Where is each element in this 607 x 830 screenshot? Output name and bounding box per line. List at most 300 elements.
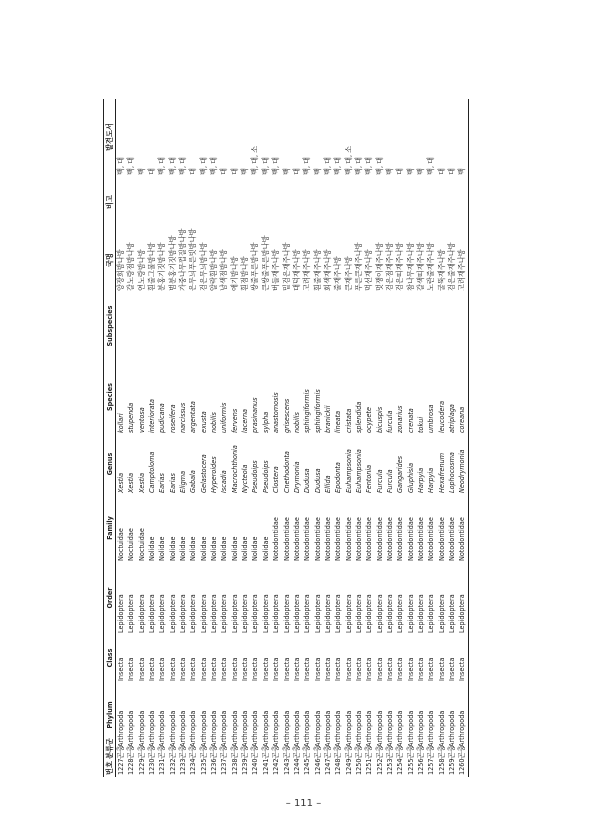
cell-remarks [178,177,188,229]
cell-phylum: Arthropoda [384,710,394,747]
cell-no: 1254 [395,758,405,775]
cell-family: Notodontidae [395,517,405,561]
header-phylum: Phylum [105,701,114,729]
cell-order: Lepidoptera [312,594,322,633]
cell-remarks [199,177,209,229]
cell-family: Notodontidae [302,517,312,561]
cell-species: stupenda [126,402,136,433]
cell-subspecies [282,293,292,361]
cell-family: Nolidae [229,536,239,561]
cell-class: Insecta [312,657,322,681]
cell-phylum: Arthropoda [291,710,301,747]
header-row [104,99,116,777]
cell-no: 1250 [353,758,363,775]
cell-family: Nolidae [178,536,188,561]
cell-no: 1234 [188,758,198,775]
cell-order: Lepidoptera [167,594,177,633]
cell-phylum: Arthropoda [178,710,188,747]
cell-order: Lepidoptera [436,594,446,633]
table-row [147,99,157,777]
cell-species: leucodera [436,400,446,433]
cell-no: 1229 [136,758,146,775]
cell-phylum: Arthropoda [250,710,260,747]
cell-genus: Xestia [126,472,136,493]
table-row [250,99,260,777]
cell-found-islands: 백, 대, 소 [250,145,260,175]
table-row [199,99,209,777]
table-row [426,99,436,777]
cell-family: Nolidae [147,536,157,561]
cell-order: Lepidoptera [198,594,208,633]
cell-found-islands: 백, 대 [353,157,363,175]
cell-class: Insecta [374,657,384,681]
cell-subspecies [250,293,260,361]
cell-no: 1237 [219,758,229,775]
cell-class: Insecta [426,657,436,681]
table-header [104,99,116,777]
cell-korean-name: 가중나무껍질밤나방 [178,228,188,291]
cell-korean-name: 고려재주나방 [457,249,467,291]
cell-phylum: Arthropoda [219,710,229,747]
cell-subspecies [157,293,167,361]
cell-remarks [240,177,250,229]
cell-subspecies [116,293,127,361]
cell-phylum: Arthropoda [436,710,446,747]
cell-korean-name: 밑검은재주나방 [281,242,291,291]
cell-found-islands: 백 [240,168,250,175]
cell-group: 곤충 [302,745,312,759]
cell-family: Nolidae [240,536,250,561]
cell-genus: Eligma [178,470,188,493]
cell-group: 곤충 [333,745,343,759]
cell-found-islands: 백, 대 [302,157,312,175]
cell-class: Insecta [343,657,353,681]
cell-found-islands: 백 [136,168,146,175]
cell-found-islands: 백 [415,168,425,175]
cell-remarks [385,177,395,229]
cell-group: 곤충 [426,745,436,759]
cell-order: Lepidoptera [157,594,167,633]
cell-order: Lepidoptera [374,594,384,633]
cell-korean-name: 줄재주나방 [333,256,343,291]
cell-remarks [364,177,374,229]
cell-class: Insecta [436,657,446,681]
cell-species: anastomosis [271,392,281,433]
cell-order: Lepidoptera [116,594,125,633]
cell-order: Lepidoptera [250,594,260,633]
cell-order: Lepidoptera [395,594,405,633]
cell-group: 곤충 [209,745,219,759]
cell-found-islands: 백, 대 [271,157,281,175]
cell-remarks [292,177,302,229]
table-row [344,99,354,777]
cell-subspecies [209,293,219,361]
cell-korean-name: 고려재주나방 [302,249,312,291]
cell-found-islands: 대 [395,168,405,175]
cell-found-islands: 백, 대 [322,157,332,175]
cell-korean-name: 흰점밤나방 [240,256,250,291]
cell-genus: Euhampsonia [353,449,363,493]
cell-no: 1251 [364,758,374,775]
cell-order: Lepidoptera [188,594,198,633]
cell-found-islands: 백, 대 [364,157,374,175]
table-row [385,99,395,777]
cell-family: Notodontidae [333,517,343,561]
cell-class: Insecta [229,657,239,681]
cell-species: sphingiformis [302,389,312,433]
header-group: 분류군 [105,738,114,759]
cell-korean-name: 노란줄재주나방 [426,242,436,291]
cell-remarks [395,177,405,229]
cell-class: Insecta [198,657,208,681]
cell-remarks [250,177,260,229]
table-row [168,99,178,777]
cell-found-islands: 대 [219,168,229,175]
cell-phylum: Arthropoda [405,710,415,747]
cell-species: lineata [333,410,343,433]
cell-phylum: Arthropoda [198,710,208,747]
cell-korean-name: 은무늬푸른빗밤나방 [188,228,198,291]
cell-class: Insecta [116,657,125,681]
cell-no: 1242 [271,758,281,775]
table-row [292,99,302,777]
cell-group: 곤충 [260,745,270,759]
cell-order: Lepidoptera [384,594,394,633]
cell-phylum: Arthropoda [167,710,177,747]
cell-genus: Clostera [271,466,281,493]
table-row [261,99,271,777]
cell-no: 1253 [384,758,394,775]
cell-family: Notodontidae [426,517,436,561]
cell-korean-name: 흰줄그물밤나방 [147,242,157,291]
cell-found-islands: 대 [147,168,157,175]
cell-no: 1244 [291,758,301,775]
cell-order: Lepidoptera [209,594,219,633]
cell-group: 곤충 [415,745,425,759]
cell-order: Lepidoptera [426,594,436,633]
cell-subspecies [323,293,333,361]
cell-family: Notodontidae [322,517,332,561]
cell-species: kollari [116,413,125,433]
cell-genus: Camptoloma [147,451,157,493]
cell-found-islands: 백, 대 [198,157,208,175]
cell-phylum: Arthropoda [447,710,456,747]
cell-species: crenata [405,408,415,433]
cell-found-islands: 백, 대 [374,157,384,175]
cell-class: Insecta [291,657,301,681]
cell-order: Lepidoptera [281,594,291,633]
cell-class: Insecta [322,657,332,681]
cell-no: 1243 [281,758,291,775]
cell-family: Nolidae [219,536,229,561]
cell-korean-name: 검은줄재주나방 [447,242,456,291]
cell-genus: Furcula [384,469,394,493]
cell-korean-name: 검은무늬밤나방 [198,242,208,291]
cell-phylum: Arthropoda [457,710,467,747]
cell-subspecies [457,293,468,361]
cell-class: Insecta [447,657,456,681]
cell-phylum: Arthropoda [157,710,167,747]
cell-family: Notodontidae [405,517,415,561]
cell-remarks [188,177,198,229]
cell-group: 곤충 [364,745,374,759]
cell-phylum: Arthropoda [333,710,343,747]
cell-korean-name: 검은띠재주나방 [395,242,405,291]
cell-phylum: Arthropoda [281,710,291,747]
cell-remarks [302,177,312,229]
page-number: – 111 – [285,798,322,809]
cell-family: Noctuidae [116,528,125,561]
cell-order: Lepidoptera [447,594,456,633]
cell-phylum: Arthropoda [426,710,436,747]
cell-family: Notodontidae [343,517,353,561]
cell-no: 1228 [126,758,136,775]
cell-genus: Euhampsonia [343,449,353,493]
cell-found-islands: 백, 대, 소 [343,145,353,175]
cell-class: Insecta [271,657,281,681]
cell-class: Insecta [136,657,146,681]
cell-species: sylpha [260,411,270,433]
cell-species: zonarius [395,405,405,433]
cell-family: Notodontidae [457,517,467,561]
cell-remarks [261,177,271,229]
cell-subspecies [219,293,229,361]
cell-group: 곤충 [291,745,301,759]
cell-order: Lepidoptera [343,594,353,633]
cell-group: 곤충 [157,745,167,759]
cell-no: 1257 [426,758,436,775]
cell-subspecies [168,293,178,361]
cell-phylum: Arthropoda [374,710,384,747]
cell-group: 곤충 [147,745,157,759]
cell-remarks [219,177,229,229]
cell-genus: Macrochthonia [229,445,239,493]
cell-phylum: Arthropoda [312,710,322,747]
table-row [364,99,374,777]
cell-remarks [323,177,333,229]
cell-group: 곤충 [188,745,198,759]
table-row [354,99,364,777]
cell-group: 곤충 [219,745,229,759]
cell-found-islands: 백, 대 [333,157,343,175]
table-body [116,99,469,777]
cell-found-islands: 백, 대 [116,157,125,175]
cell-korean-name: 대덕재주나방 [291,249,301,291]
cell-class: Insecta [457,657,467,681]
cell-korean-name: 갈색띠재주나방 [415,242,425,291]
table-row [116,99,127,777]
cell-korean-name: 굴뚝재주나방 [436,249,446,291]
cell-phylum: Arthropoda [322,710,332,747]
cell-class: Insecta [281,657,291,681]
cell-group: 곤충 [436,745,446,759]
cell-species: furcula [384,410,394,433]
cell-korean-name: 남색점밤나방 [219,249,229,291]
cell-group: 곤충 [198,745,208,759]
cell-korean-name: 애기밤나방 [229,256,239,291]
cell-order: Lepidoptera [353,594,363,633]
rotated-table-area [103,99,487,777]
cell-family: Notodontidae [312,517,322,561]
cell-remarks [313,177,323,229]
table-row [323,99,333,777]
cell-korean-name: 분홍기짓밤나방 [157,242,167,291]
cell-genus: Nycteola [240,464,250,493]
cell-order: Lepidoptera [126,594,136,633]
cell-genus: Gluphisia [405,462,415,493]
cell-no: 1258 [436,758,446,775]
cell-genus: Ellida [322,475,332,493]
cell-genus: Gelastocera [198,454,208,493]
cell-remarks [406,177,416,229]
cell-no: 1233 [178,758,188,775]
cell-species: interiorata [147,399,157,433]
cell-genus: Fentonia [364,464,374,493]
cell-family: Noctuidae [136,528,146,561]
table-row [437,99,447,777]
cell-group: 곤충 [167,745,177,759]
cell-species: nobilis [291,412,301,433]
cell-korean-name: 큰재주나방 [343,256,353,291]
cell-group: 곤충 [312,745,322,759]
cell-phylum: Arthropoda [229,710,239,747]
cell-group: 곤충 [343,745,353,759]
cell-found-islands: 백 [312,168,322,175]
cell-genus: Harpyia [415,467,425,493]
table-row [313,99,323,777]
cell-order: Lepidoptera [415,594,425,633]
cell-species: prasinanus [250,397,260,433]
cell-remarks [147,177,157,229]
cell-phylum: Arthropoda [188,710,198,747]
cell-species: narcissus [178,402,188,433]
table-row [209,99,219,777]
cell-class: Insecta [178,657,188,681]
cell-no: 1240 [250,758,260,775]
cell-no: 1239 [240,758,250,775]
cell-group: 곤충 [384,745,394,759]
cell-korean-name: 흰줄재주나방 [312,249,322,291]
cell-subspecies [188,293,198,361]
cell-order: Lepidoptera [147,594,157,633]
cell-order: Lepidoptera [260,594,270,633]
cell-korean-name: 범분홍기짓밤나방 [167,235,177,291]
cell-remarks [457,177,468,229]
table-row [126,99,136,777]
cell-subspecies [385,293,395,361]
cell-found-islands: 대 [188,168,198,175]
table-row [271,99,281,777]
cell-found-islands: 백 [405,168,415,175]
table-row [230,99,240,777]
cell-order: Lepidoptera [302,594,312,633]
cell-korean-name: 버들재주나방 [271,249,281,291]
cell-genus: Drymonia [291,461,301,493]
cell-no: 1259 [447,758,456,775]
cell-species: roseifera [167,404,177,433]
cell-genus: Pseudoips [260,460,270,493]
cell-group: 곤충 [126,745,136,759]
cell-group: 곤충 [240,745,250,759]
cell-group: 곤충 [229,745,239,759]
cell-species: bicuspis [374,406,384,433]
cell-order: Lepidoptera [405,594,415,633]
cell-group: 곤충 [136,745,146,759]
cell-subspecies [375,293,385,361]
header-class: Class [105,648,114,668]
cell-group: 곤충 [271,745,281,759]
cell-phylum: Arthropoda [271,710,281,747]
cell-genus: Lophocosma [447,452,456,493]
cell-genus: Iscadia [219,470,229,493]
cell-family: Nolidae [188,536,198,561]
cell-phylum: Arthropoda [260,710,270,747]
cell-class: Insecta [147,657,157,681]
cell-remarks [209,177,219,229]
cell-genus: Gangarides [395,455,405,493]
cell-class: Insecta [260,657,270,681]
cell-genus: Furcula [374,469,384,493]
table-row [178,99,188,777]
cell-subspecies [230,293,240,361]
cell-no: 1246 [312,758,322,775]
cell-family: Nolidae [198,536,208,561]
header-korean-name: 국명 [105,253,114,267]
cell-no: 1247 [322,758,332,775]
cell-genus: Neodrymonia [457,449,467,493]
cell-group: 곤충 [353,745,363,759]
cell-no: 1235 [198,758,208,775]
cell-found-islands: 백, 대 [167,157,177,175]
cell-remarks [416,177,426,229]
cell-group: 곤충 [395,745,405,759]
cell-group: 곤충 [447,745,456,759]
cell-remarks [426,177,436,229]
cell-found-islands: 백, 대 [178,157,188,175]
cell-class: Insecta [157,657,167,681]
cell-remarks [447,177,457,229]
cell-family: Nolidae [260,536,270,561]
table-row [406,99,416,777]
cell-korean-name: 알락흰밤나방 [209,249,219,291]
cell-no: 1252 [374,758,384,775]
cell-found-islands: 대 [436,168,446,175]
cell-order: Lepidoptera [291,594,301,633]
cell-found-islands: 백, 대 [157,157,167,175]
cell-korean-name: 멋쟁이재주나방 [374,242,384,291]
cell-remarks [333,177,343,229]
cell-family: Nolidae [167,536,177,561]
cell-subspecies [199,293,209,361]
header-no: 번호 [105,761,114,775]
cell-phylum: Arthropoda [240,710,250,747]
cell-genus: Cnethodonta [281,451,291,493]
cell-species: tokui [415,416,425,433]
cell-subspecies [395,293,405,361]
cell-genus: Earias [167,473,177,493]
cell-remarks [116,177,127,229]
cell-species: uniformis [219,402,229,433]
cell-genus: Earias [157,473,167,493]
cell-no: 1227 [116,758,125,775]
cell-order: Lepidoptera [322,594,332,633]
cell-subspecies [416,293,426,361]
cell-species: sphingiformis [312,389,322,433]
cell-class: Insecta [219,657,229,681]
cell-phylum: Arthropoda [343,710,353,747]
cell-found-islands: 백 [281,168,291,175]
table-row [457,99,468,777]
